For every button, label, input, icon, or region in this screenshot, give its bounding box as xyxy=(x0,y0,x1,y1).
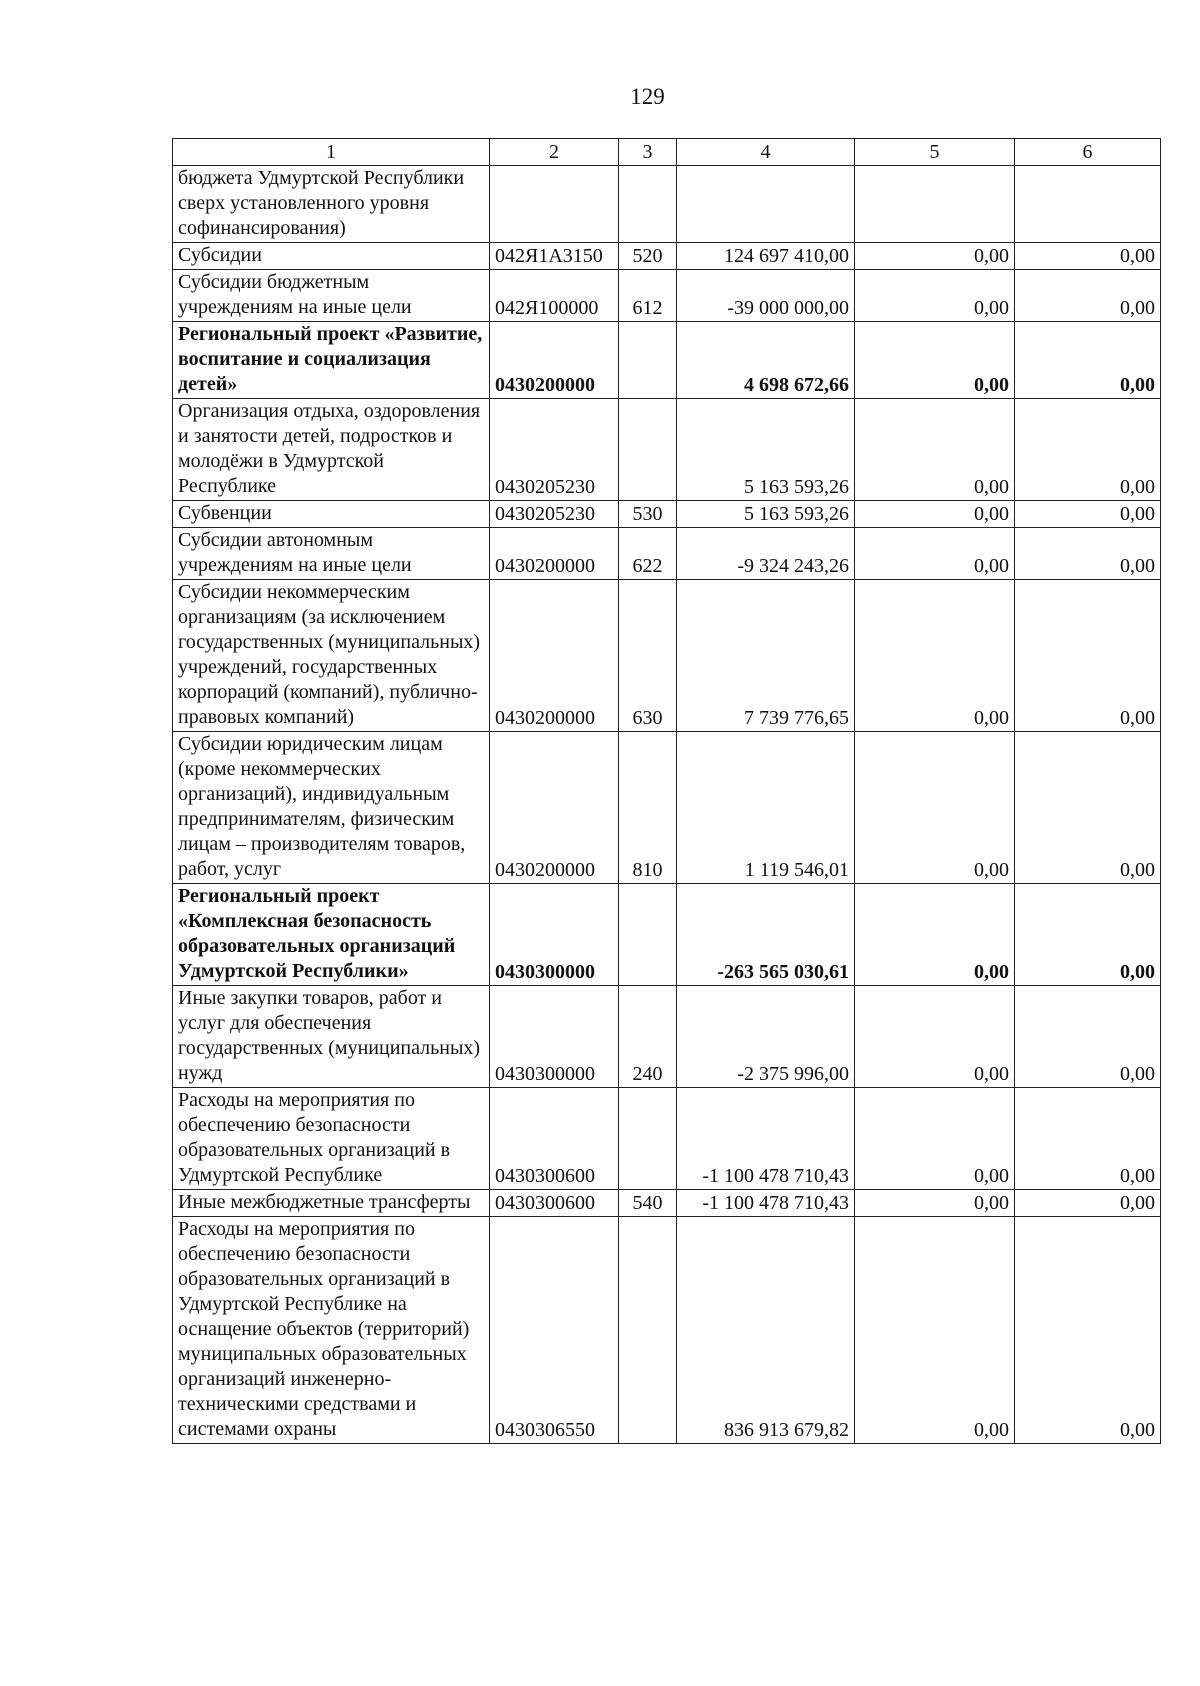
row-amount-col6: 0,00 xyxy=(1015,1088,1161,1190)
row-amount-col5: 0,00 xyxy=(855,580,1015,732)
row-target-code: 0430300000 xyxy=(490,986,619,1088)
row-amount-col6: 0,00 xyxy=(1015,322,1161,399)
table-row xyxy=(173,884,1161,986)
row-name: Субсидии автономным учреждениям на иные цели xyxy=(173,528,490,580)
column-header-5: 5 xyxy=(855,139,1015,166)
row-expense-type: 530 xyxy=(619,501,677,528)
row-expense-type: 240 xyxy=(619,986,677,1088)
row-amount-col6: 0,00 xyxy=(1015,732,1161,884)
row-amount-col5: 0,00 xyxy=(855,399,1015,501)
row-name: бюджета Удмуртской Республики сверх установленного уровня софинансирования) xyxy=(173,166,490,243)
column-header-1: 1 xyxy=(173,139,490,166)
table-row xyxy=(173,732,1161,884)
table-header-row xyxy=(173,139,1161,166)
row-name: Субсидии юридическим лицам (кроме некоммерческих организаций), индивидуальным предпринимателям, физическим лицам – производителям товаров, работ, услуг xyxy=(173,732,490,884)
row-target-code: 0430200000 xyxy=(490,322,619,399)
table-row xyxy=(173,270,1161,322)
row-target-code: 0430200000 xyxy=(490,580,619,732)
row-amount-col6: 0,00 xyxy=(1015,270,1161,322)
row-amount-col5: 0,00 xyxy=(855,884,1015,986)
row-name: Расходы на мероприятия по обеспечению безопасности образовательных организаций в Удмуртской Республике xyxy=(173,1088,490,1190)
row-name: Организация отдыха, оздоровления и занятости детей, подростков и молодёжи в Удмуртской Республике xyxy=(173,399,490,501)
table-row xyxy=(173,580,1161,732)
row-name: Иные межбюджетные трансферты xyxy=(173,1190,490,1217)
row-amount-col6: 0,00 xyxy=(1015,399,1161,501)
row-expense-type: 540 xyxy=(619,1190,677,1217)
row-name: Субсидии некоммерческим организациям (за исключением государственных (муниципальных) учреждений, государственных корпораций (компаний), публично-правовых компаний) xyxy=(173,580,490,732)
row-expense-type: 612 xyxy=(619,270,677,322)
table-row xyxy=(173,243,1161,270)
row-target-code: 0430300000 xyxy=(490,884,619,986)
row-target-code: 042Я1А3150 xyxy=(490,243,619,270)
row-expense-type xyxy=(619,1088,677,1190)
row-amount: -2 375 996,00 xyxy=(677,986,855,1088)
row-name: Субвенции xyxy=(173,501,490,528)
row-amount-col5: 0,00 xyxy=(855,322,1015,399)
row-amount: 5 163 593,26 xyxy=(677,399,855,501)
row-amount-col5: 0,00 xyxy=(855,243,1015,270)
row-amount: -1 100 478 710,43 xyxy=(677,1190,855,1217)
row-amount: 7 739 776,65 xyxy=(677,580,855,732)
row-amount: 836 913 679,82 xyxy=(677,1217,855,1444)
row-amount: 1 119 546,01 xyxy=(677,732,855,884)
row-amount-col6: 0,00 xyxy=(1015,884,1161,986)
table-row xyxy=(173,166,1161,243)
row-amount-col5: 0,00 xyxy=(855,528,1015,580)
row-amount-col6: 0,00 xyxy=(1015,986,1161,1088)
table-row xyxy=(173,1217,1161,1444)
row-amount-col5: 0,00 xyxy=(855,986,1015,1088)
row-amount-col5: 0,00 xyxy=(855,501,1015,528)
row-target-code: 0430306550 xyxy=(490,1217,619,1444)
row-amount-col5: 0,00 xyxy=(855,1217,1015,1444)
row-amount-col5: 0,00 xyxy=(855,270,1015,322)
row-amount: -263 565 030,61 xyxy=(677,884,855,986)
row-amount: -1 100 478 710,43 xyxy=(677,1088,855,1190)
row-expense-type: 520 xyxy=(619,243,677,270)
row-target-code: 0430200000 xyxy=(490,732,619,884)
table-body xyxy=(173,166,1161,1444)
column-header-6: 6 xyxy=(1015,139,1161,166)
row-name: Региональный проект «Комплексная безопасность образовательных организаций Удмуртской Республики» xyxy=(173,884,490,986)
row-amount-col5: 0,00 xyxy=(855,1088,1015,1190)
row-amount: 124 697 410,00 xyxy=(677,243,855,270)
row-expense-type xyxy=(619,399,677,501)
page-number: 129 xyxy=(630,84,665,109)
row-amount-col6: 0,00 xyxy=(1015,528,1161,580)
row-amount: -9 324 243,26 xyxy=(677,528,855,580)
column-header-2: 2 xyxy=(490,139,619,166)
column-header-3: 3 xyxy=(619,139,677,166)
row-name: Иные закупки товаров, работ и услуг для обеспечения государственных (муниципальных) нужд xyxy=(173,986,490,1088)
table-row xyxy=(173,399,1161,501)
row-expense-type: 810 xyxy=(619,732,677,884)
row-name: Субсидии бюджетным учреждениям на иные цели xyxy=(173,270,490,322)
row-expense-type xyxy=(619,1217,677,1444)
row-amount: 4 698 672,66 xyxy=(677,322,855,399)
row-amount xyxy=(677,166,855,243)
row-amount-col6: 0,00 xyxy=(1015,1190,1161,1217)
row-amount-col6: 0,00 xyxy=(1015,501,1161,528)
row-name: Расходы на мероприятия по обеспечению безопасности образовательных организаций в Удмуртской Республике на оснащение объектов (территорий) муниципальных образовательных организаций инженерно-техническими средствами и системами охраны xyxy=(173,1217,490,1444)
table-row xyxy=(173,322,1161,399)
row-name: Субсидии xyxy=(173,243,490,270)
row-amount-col6: 0,00 xyxy=(1015,1217,1161,1444)
row-amount: 5 163 593,26 xyxy=(677,501,855,528)
row-target-code: 0430300600 xyxy=(490,1190,619,1217)
row-expense-type: 622 xyxy=(619,528,677,580)
table-row xyxy=(173,986,1161,1088)
row-amount-col5: 0,00 xyxy=(855,732,1015,884)
column-header-4: 4 xyxy=(677,139,855,166)
table-row xyxy=(173,1088,1161,1190)
budget-table xyxy=(172,138,1161,1444)
row-amount-col5: 0,00 xyxy=(855,1190,1015,1217)
row-target-code: 0430205230 xyxy=(490,399,619,501)
row-expense-type xyxy=(619,166,677,243)
row-amount-col6: 0,00 xyxy=(1015,243,1161,270)
row-amount-col6: 0,00 xyxy=(1015,580,1161,732)
row-amount-col6 xyxy=(1015,166,1161,243)
row-target-code xyxy=(490,166,619,243)
row-expense-type: 630 xyxy=(619,580,677,732)
table-row xyxy=(173,1190,1161,1217)
table-row xyxy=(173,501,1161,528)
row-target-code: 0430200000 xyxy=(490,528,619,580)
table-row xyxy=(173,528,1161,580)
row-amount-col5 xyxy=(855,166,1015,243)
row-name: Региональный проект «Развитие, воспитание и социализация детей» xyxy=(173,322,490,399)
row-target-code: 0430205230 xyxy=(490,501,619,528)
row-target-code: 042Я100000 xyxy=(490,270,619,322)
row-expense-type xyxy=(619,884,677,986)
row-amount: -39 000 000,00 xyxy=(677,270,855,322)
row-target-code: 0430300600 xyxy=(490,1088,619,1190)
row-expense-type xyxy=(619,322,677,399)
